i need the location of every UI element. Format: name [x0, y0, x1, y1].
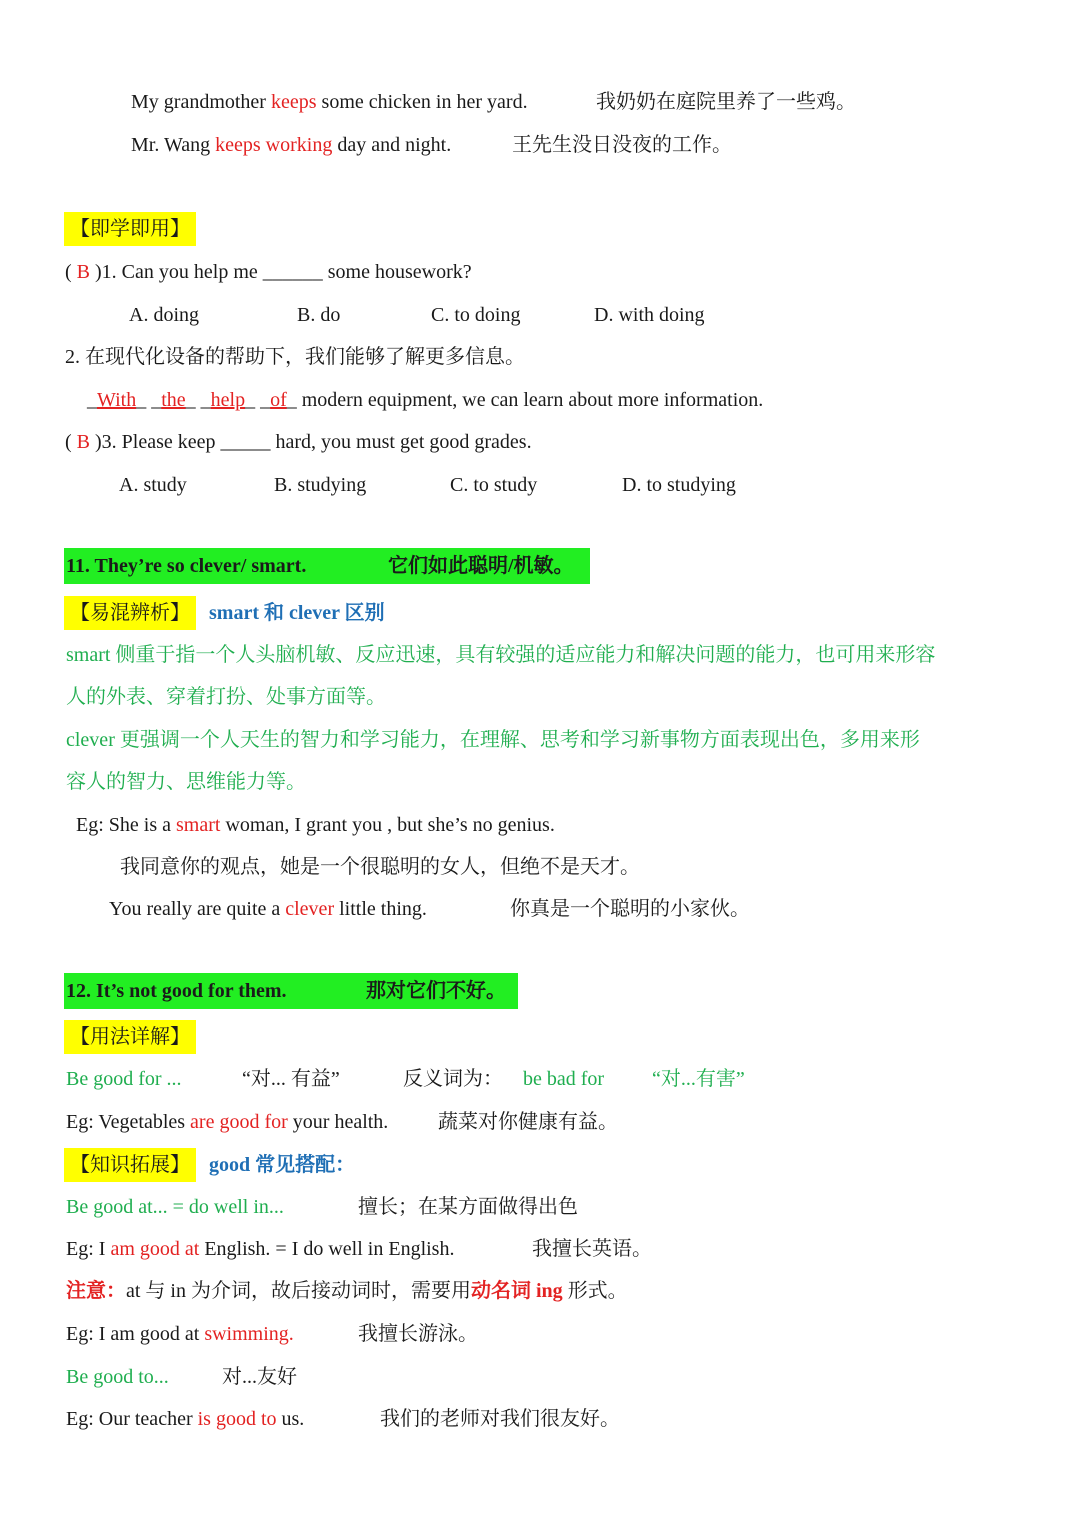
example-smart-cn: 我同意你的观点，她是一个很聪明的女人，但绝不是天才。 [120, 856, 640, 878]
intro-line-2 [131, 132, 451, 158]
highlight-red: clever [285, 898, 335, 920]
example-vegetables [66, 1109, 388, 1135]
antonym-meaning: “对...有害” [652, 1068, 745, 1090]
heading-cn: 它们如此聪明/机敏。 [388, 555, 574, 577]
practice-label [64, 212, 196, 246]
answer: B [76, 431, 91, 453]
example-english-cn: 我擅长英语。 [532, 1238, 652, 1260]
example-teacher [66, 1406, 304, 1432]
example-teacher-cn: 我们的老师对我们很友好。 [380, 1408, 620, 1430]
text: woman, I grant you , but she’s no genius. [220, 814, 555, 836]
example-clever [109, 896, 427, 922]
blank-answer: the [161, 389, 186, 411]
answer: B [76, 261, 91, 283]
text: modern equipment, we can learn about more information. [296, 389, 764, 411]
good-to-phrase: Be good to... [66, 1366, 169, 1388]
text: little thing. [334, 898, 427, 920]
text: ( [65, 431, 77, 453]
blank-answer: of [270, 389, 287, 411]
text: some chicken in her yard. [316, 91, 528, 113]
smart-desc-1: smart 侧重于指一个人头脑机敏、反应迅速，具有较强的适应能力和解决问题的能力，也可用来形容 [66, 644, 936, 666]
intro-line-1-cn: 我奶奶在庭院里养了一些鸡。 [596, 91, 856, 113]
example-smart [76, 812, 555, 838]
text: My grandmother [131, 91, 271, 113]
clever-desc-1: clever 更强调一个人天生的智力和学习能力，在理解、思考和学习新事物方面表现出色，多用来形 [66, 729, 920, 751]
text: Eg: She is a [76, 814, 176, 836]
highlight-red: are good for [190, 1111, 288, 1133]
blank-answer: With [97, 389, 137, 411]
q1-option-c: C. to doing [431, 304, 521, 326]
text: day and night. [332, 134, 452, 156]
heading-en: 11. They’re so clever/ smart. [66, 555, 307, 577]
subtitle: smart 和 clever 区别 [209, 602, 385, 624]
label-badge: 【即学即用】 [64, 212, 196, 246]
blank-answer: help [210, 389, 246, 411]
text: English. = I do well in English. [199, 1238, 455, 1260]
q1-option-d: D. with doing [594, 304, 705, 326]
question-2-prompt: 2. 在现代化设备的帮助下，我们能够了解更多信息。 [65, 346, 525, 368]
usage-meaning: “对... 有益” [242, 1068, 340, 1090]
highlight-red: am good at [110, 1238, 200, 1260]
text: us. [276, 1408, 305, 1430]
text: ( [65, 261, 77, 283]
label-badge: 【易混辨析】 [64, 596, 196, 630]
question-2-answer: _With_ _the_ _help_ _of_ modern equipment, we can learn about more information. [87, 389, 764, 411]
antonym-label: 反义词为： [403, 1068, 503, 1090]
heading-en: 12. It’s not good for them. [66, 980, 287, 1002]
q3-option-d: D. to studying [622, 474, 736, 496]
good-at-meaning: 擅长；在某方面做得出色 [358, 1196, 578, 1218]
question-1 [65, 259, 472, 285]
q1-option-a: A. doing [129, 304, 199, 326]
intro-line-1 [131, 89, 528, 115]
text: Eg: Vegetables [66, 1111, 191, 1133]
usage-label [64, 1020, 196, 1054]
text: Eg: I am good at [66, 1323, 205, 1345]
text: Eg: Our teacher [66, 1408, 198, 1430]
note-line [66, 1278, 628, 1304]
text: You really are quite a [109, 898, 286, 920]
text: Eg: I [66, 1238, 111, 1260]
usage-phrase: Be good for ... [66, 1068, 182, 1090]
heading-cn: 那对它们不好。 [366, 980, 506, 1002]
example-swimming [66, 1321, 294, 1347]
note-label: 注意： [66, 1280, 126, 1302]
highlight-red: keeps [270, 91, 317, 113]
section-11-heading [64, 548, 590, 584]
section-12-heading [64, 973, 518, 1009]
intro-line-2-cn: 王先生没日没夜的工作。 [512, 134, 732, 156]
example-clever-cn: 你真是一个聪明的小家伙。 [510, 898, 750, 920]
antonym-phrase: be bad for [523, 1068, 605, 1090]
good-at-phrase: Be good at... = do well in... [66, 1196, 284, 1218]
q3-option-b: B. studying [274, 474, 367, 496]
highlight-red: keeps working [215, 134, 333, 156]
q3-option-c: C. to study [450, 474, 538, 496]
text: 形式。 [562, 1280, 628, 1302]
extension-label-row [64, 1148, 355, 1182]
smart-desc-2: 人的外表、穿着打扮、处事方面等。 [66, 686, 386, 708]
highlight-red: is good to [197, 1408, 277, 1430]
highlight-red: 动名词 ing [471, 1280, 563, 1302]
label-badge: 【用法详解】 [64, 1020, 196, 1054]
question-3 [65, 429, 532, 455]
subtitle: good 常见搭配： [209, 1154, 356, 1176]
clever-desc-2: 容人的智力、思维能力等。 [66, 771, 306, 793]
q1-option-b: B. do [297, 304, 341, 326]
text: at 与 in 为介词，故后接动词时，需要用 [126, 1280, 471, 1302]
text: )3. Please keep _____ hard, you must get good grades. [90, 431, 532, 453]
q3-option-a: A. study [119, 474, 187, 496]
good-to-meaning: 对...友好 [222, 1366, 297, 1388]
text: )1. Can you help me ______ some housework? [90, 261, 472, 283]
example-swimming-cn: 我擅长游泳。 [358, 1323, 478, 1345]
text: your health. [287, 1111, 389, 1133]
text: Mr. Wang [131, 134, 216, 156]
highlight-red: swimming. [204, 1323, 294, 1345]
section-11-label-row [64, 596, 385, 630]
label-badge: 【知识拓展】 [64, 1148, 196, 1182]
example-english [66, 1236, 454, 1262]
highlight-red: smart [176, 814, 221, 836]
example-vegetables-cn: 蔬菜对你健康有益。 [438, 1111, 618, 1133]
